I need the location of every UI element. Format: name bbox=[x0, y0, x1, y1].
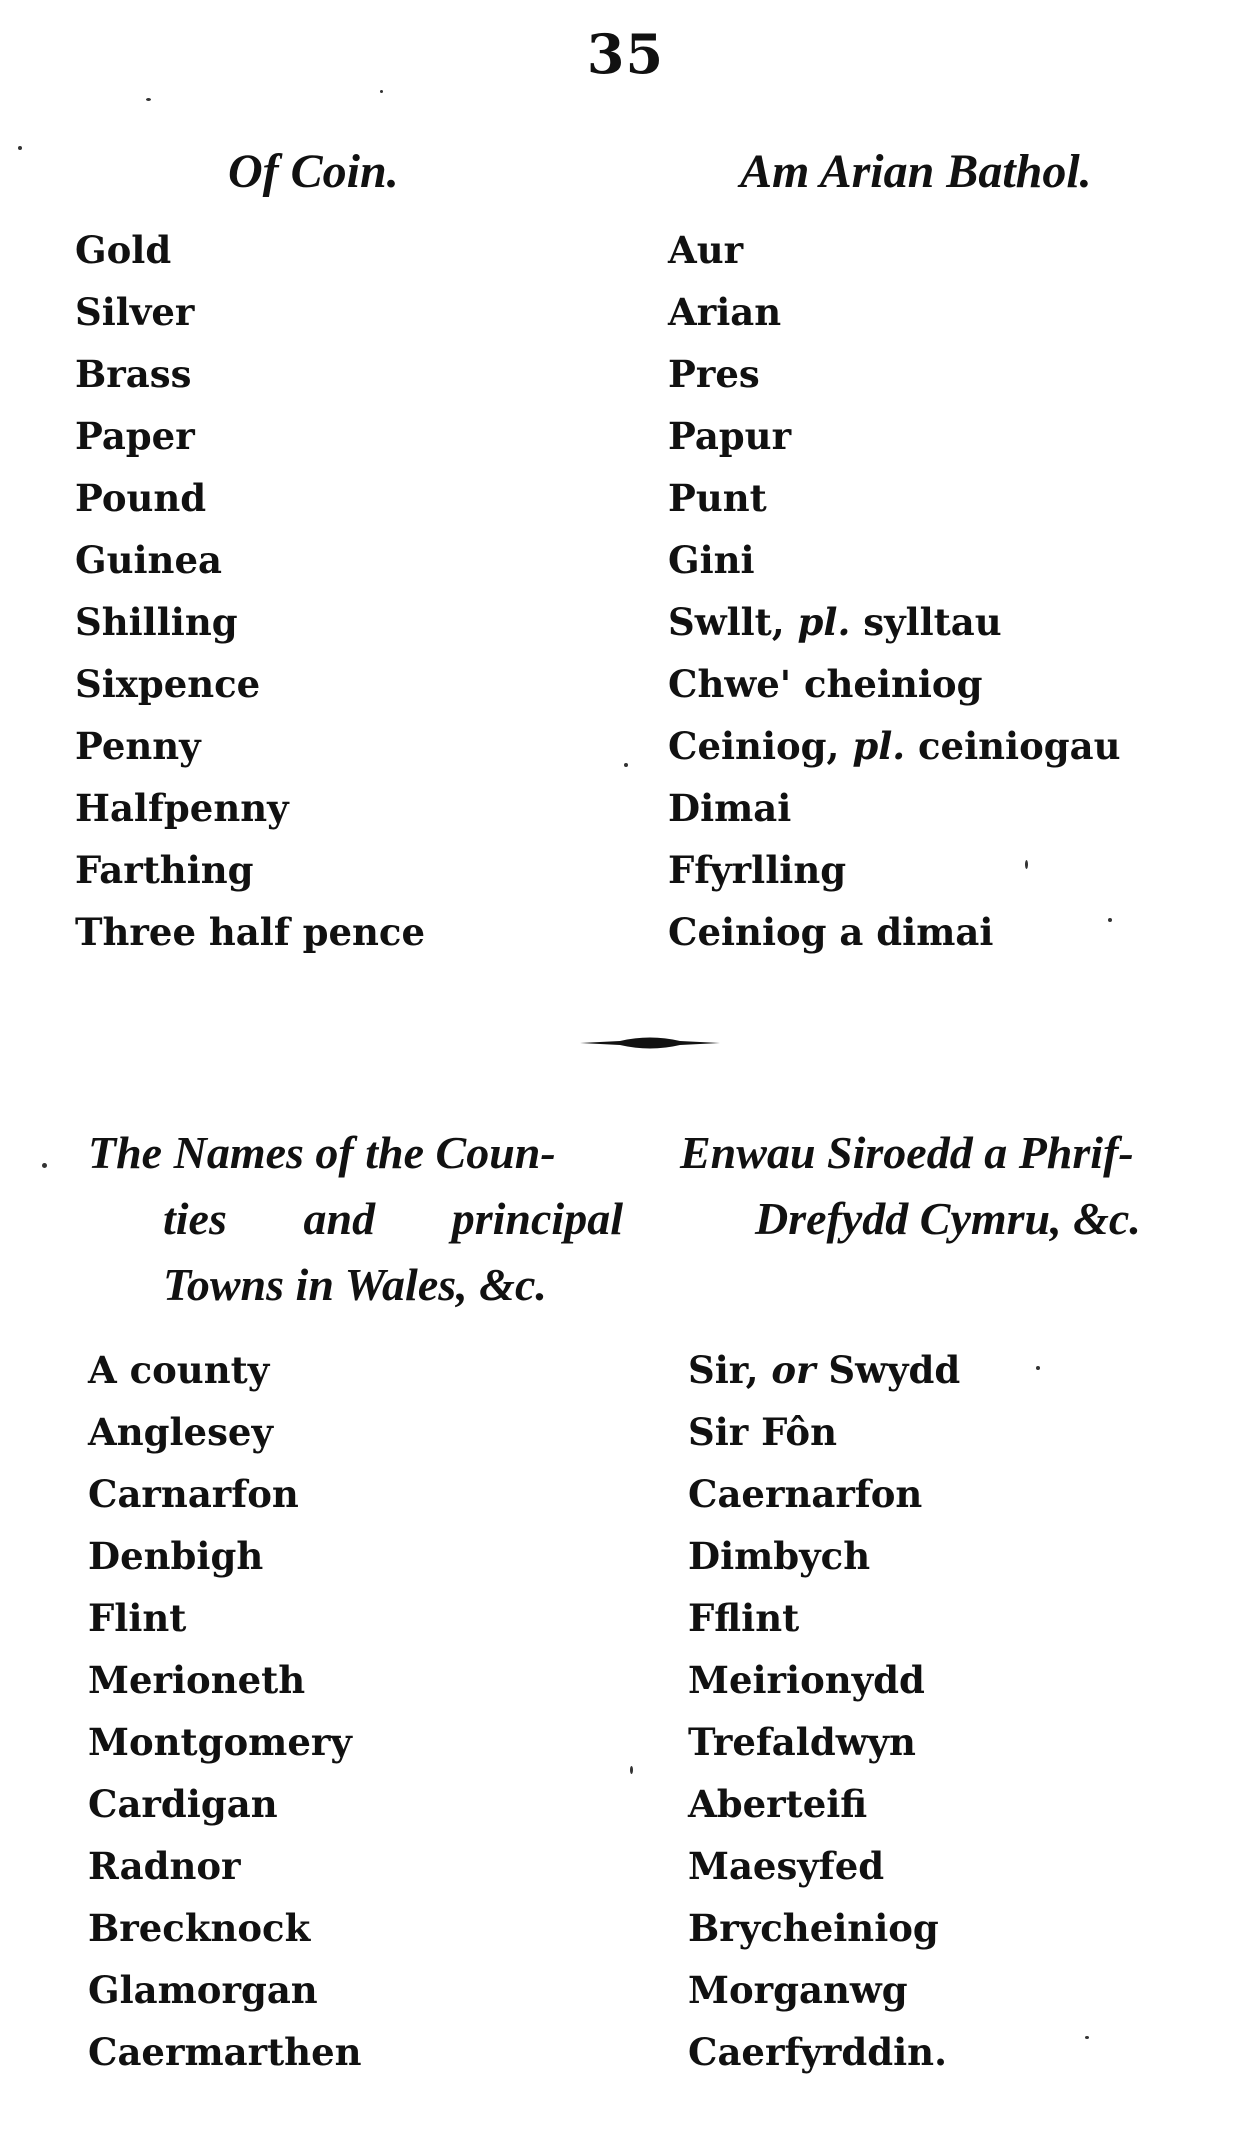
coin-english-term: Halfpenny bbox=[75, 786, 289, 830]
or-conjunction: or bbox=[771, 1348, 816, 1392]
coin-english-term: Shilling bbox=[75, 600, 238, 644]
coin-english-term: Silver bbox=[75, 290, 195, 334]
coin-welsh-term: Dimai bbox=[668, 786, 792, 830]
heading-line: ties and principal bbox=[163, 1193, 623, 1244]
county-welsh-name: Maesyfed bbox=[688, 1844, 885, 1888]
print-speck bbox=[380, 90, 383, 93]
welsh-plural: sylltau bbox=[850, 600, 1002, 644]
county-english-name: Radnor bbox=[88, 1844, 241, 1888]
county-welsh-name: Trefaldwyn bbox=[688, 1720, 916, 1764]
county-welsh-name: Meirionydd bbox=[688, 1658, 925, 1702]
welsh-word: Swllt, bbox=[668, 600, 798, 644]
coin-english-term: Penny bbox=[75, 724, 201, 768]
coin-english-term: Farthing bbox=[75, 848, 254, 892]
ornamental-divider bbox=[580, 1034, 720, 1052]
welsh-word: Sir, bbox=[688, 1348, 772, 1392]
coin-welsh-term: Papur bbox=[668, 414, 792, 458]
coin-welsh-term bbox=[668, 600, 1002, 644]
county-welsh-name: Brycheiniog bbox=[688, 1906, 939, 1950]
county-welsh-name: Caerfyrddin. bbox=[688, 2030, 947, 2074]
coin-welsh-term: Ffyrlling bbox=[668, 848, 847, 892]
county-english-name: Montgomery bbox=[88, 1720, 352, 1764]
county-english-name: Cardigan bbox=[88, 1782, 278, 1826]
coin-welsh-term bbox=[668, 724, 1121, 768]
coin-welsh-term: Chwe' cheiniog bbox=[668, 662, 983, 706]
coin-welsh-term: Punt bbox=[668, 476, 767, 520]
county-welsh-name: Aberteifi bbox=[688, 1782, 868, 1826]
welsh-word: Swydd bbox=[815, 1348, 961, 1392]
coin-heading-english: Of Coin. bbox=[228, 145, 399, 198]
heading-line: Drefydd Cymru, &c. bbox=[755, 1193, 1141, 1244]
heading-line: Towns in Wales, &c. bbox=[163, 1259, 547, 1310]
heading-line: Enwau Siroedd a Phrif- bbox=[680, 1127, 1134, 1178]
print-speck bbox=[1036, 1366, 1040, 1370]
county-welsh-name bbox=[688, 1348, 960, 1392]
coin-english-term: Brass bbox=[75, 352, 192, 396]
heading-line: The Names of the Coun- bbox=[88, 1127, 556, 1178]
county-welsh-name: Sir Fôn bbox=[688, 1410, 837, 1454]
coin-heading-welsh: Am Arian Bathol. bbox=[740, 145, 1092, 198]
county-english-name: A county bbox=[88, 1348, 270, 1392]
coin-english-term: Three half pence bbox=[75, 910, 426, 954]
coin-english-term: Gold bbox=[75, 228, 172, 272]
county-english-name: Brecknock bbox=[88, 1906, 311, 1950]
county-welsh-name: Caernarfon bbox=[688, 1472, 923, 1516]
coin-welsh-term: Gini bbox=[668, 538, 755, 582]
print-speck bbox=[1108, 918, 1112, 922]
county-english-name: Anglesey bbox=[88, 1410, 273, 1454]
print-speck bbox=[630, 1766, 633, 1774]
county-english-name: Merioneth bbox=[88, 1658, 306, 1702]
county-english-name: Denbigh bbox=[88, 1534, 264, 1578]
county-welsh-name: Fflint bbox=[688, 1596, 800, 1640]
plural-abbrev: pl. bbox=[852, 724, 906, 768]
page-number: 35 bbox=[586, 22, 665, 86]
county-english-name: Flint bbox=[88, 1596, 187, 1640]
coin-welsh-term: Arian bbox=[668, 290, 782, 334]
print-speck bbox=[624, 763, 628, 767]
print-speck bbox=[42, 1163, 47, 1168]
coin-english-term: Paper bbox=[75, 414, 195, 458]
welsh-word: Ceiniog, bbox=[668, 724, 853, 768]
coin-english-term: Pound bbox=[75, 476, 207, 520]
coin-welsh-term: Aur bbox=[668, 228, 744, 272]
plural-abbrev: pl. bbox=[797, 600, 851, 644]
print-speck bbox=[1025, 860, 1028, 869]
county-welsh-name: Dimbych bbox=[688, 1534, 871, 1578]
print-speck bbox=[18, 146, 22, 150]
coin-welsh-term: Ceiniog a dimai bbox=[668, 910, 994, 954]
counties-heading-welsh bbox=[680, 1120, 1210, 1252]
print-speck bbox=[146, 98, 151, 101]
county-welsh-name: Morganwg bbox=[688, 1968, 908, 2012]
coin-english-term: Guinea bbox=[75, 538, 222, 582]
coin-welsh-term: Pres bbox=[668, 352, 760, 396]
print-speck bbox=[1085, 2036, 1089, 2039]
county-english-name: Caermarthen bbox=[88, 2030, 362, 2074]
county-english-name: Glamorgan bbox=[88, 1968, 318, 2012]
welsh-plural: ceiniogau bbox=[905, 724, 1121, 768]
counties-heading-english bbox=[88, 1120, 623, 1318]
coin-english-term: Sixpence bbox=[75, 662, 261, 706]
county-english-name: Carnarfon bbox=[88, 1472, 299, 1516]
